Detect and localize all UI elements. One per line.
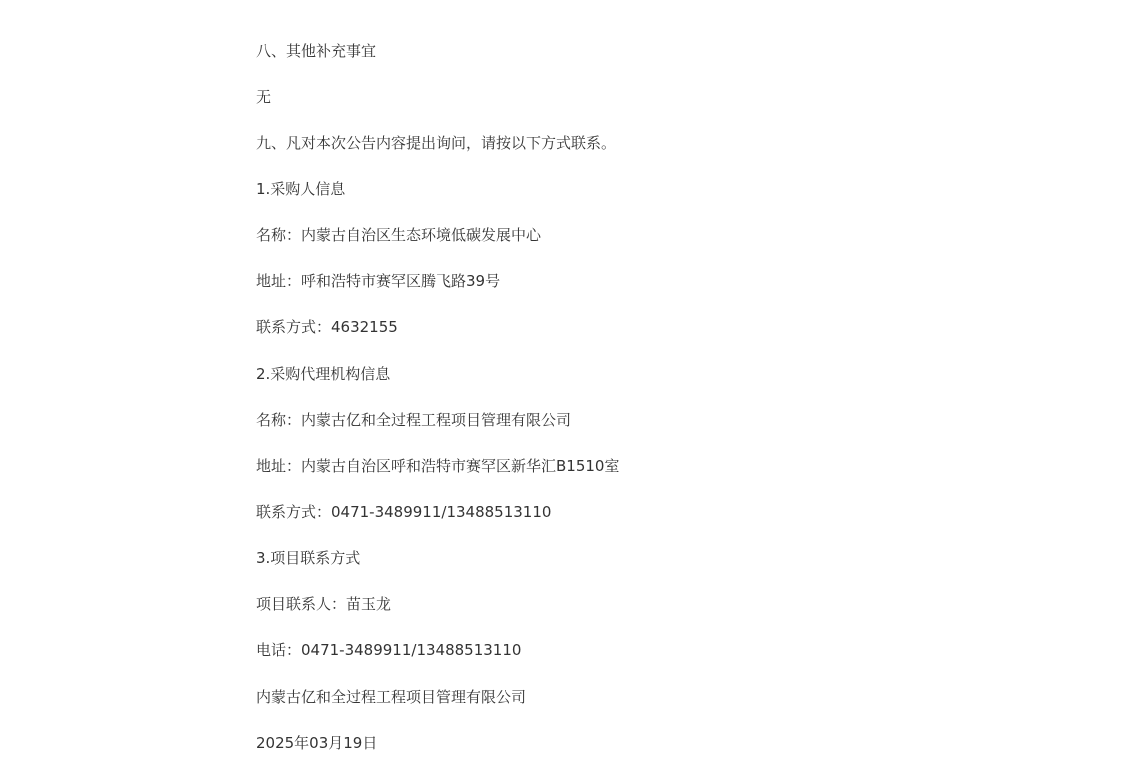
project-contact-person: 项目联系人：苗玉龙 — [256, 595, 392, 613]
project-contact-heading: 3.项目联系方式 — [256, 549, 361, 567]
section-9-heading: 九、凡对本次公告内容提出询问，请按以下方式联系。 — [256, 134, 617, 152]
section-8-heading: 八、其他补充事宜 — [256, 42, 377, 60]
project-phone: 电话：0471-3489911/13488513110 — [256, 641, 522, 659]
section-8-content: 无 — [256, 88, 272, 106]
purchaser-name: 名称：内蒙古自治区生态环境低碳发展中心 — [256, 226, 542, 244]
signing-company: 内蒙古亿和全过程工程项目管理有限公司 — [256, 688, 527, 706]
purchaser-contact: 联系方式：4632155 — [256, 318, 398, 336]
purchaser-info-heading: 1.采购人信息 — [256, 180, 346, 198]
signing-date: 2025年03月19日 — [256, 734, 378, 752]
agency-name: 名称：内蒙古亿和全过程工程项目管理有限公司 — [256, 411, 572, 429]
purchaser-address: 地址：呼和浩特市赛罕区腾飞路39号 — [256, 272, 501, 290]
agency-address: 地址：内蒙古自治区呼和浩特市赛罕区新华汇B1510室 — [256, 457, 620, 475]
agency-info-heading: 2.采购代理机构信息 — [256, 365, 391, 383]
agency-contact: 联系方式：0471-3489911/13488513110 — [256, 503, 552, 521]
